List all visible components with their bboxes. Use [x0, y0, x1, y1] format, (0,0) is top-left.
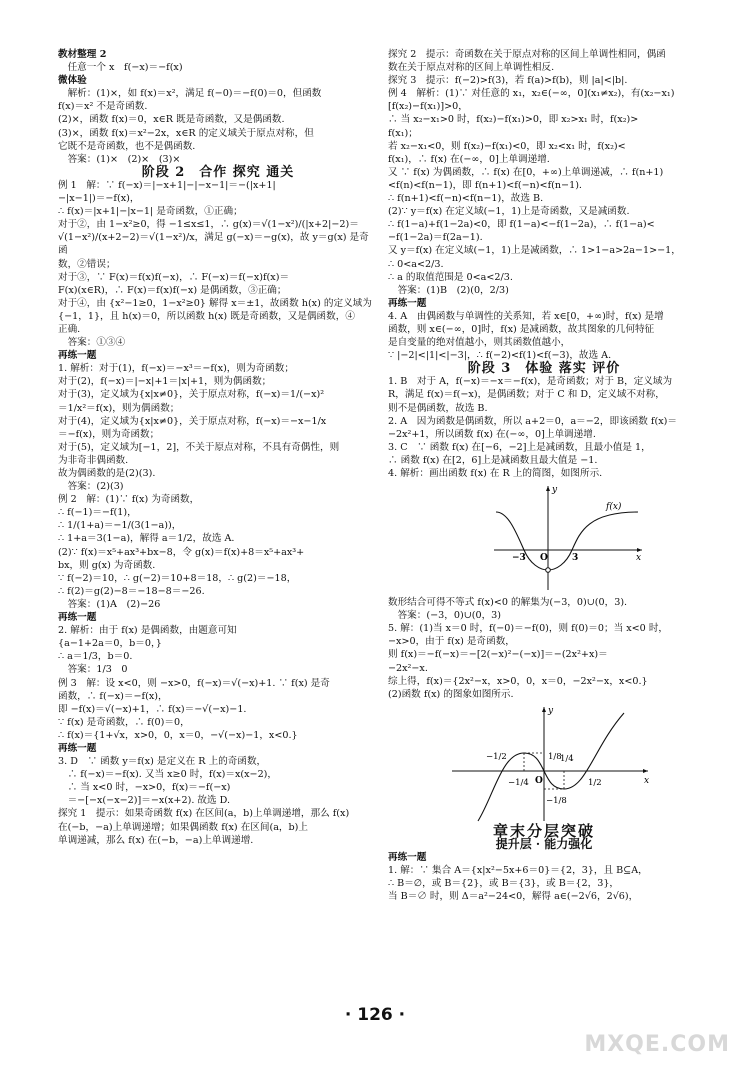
text-line: 例 3 解：设 x<0，则 −x>0，f(−x)＝√(−x)+1. ∵ f(x) 是奇 [58, 677, 330, 689]
left-column [58, 48, 378, 847]
text-line: ∴ f(x)＝{1+√x，x>0，0，x＝0，−√(−x)−1，x<0.} [58, 729, 298, 741]
text-line: 数在关于原点对称的区间上单调性相反. [388, 62, 555, 74]
text-line: √(1−x²)/(x+2−2)＝√(1−x²)/x，满足 g(−x)＝−g(x)，故 y＝g(x) 是奇函 [58, 232, 369, 257]
y-axis-arrow [546, 486, 550, 491]
text-line: 数形结合可得不等式 f(x)<0 的解集为(−3，0)∪(0，3). [388, 597, 628, 609]
text-line: (2)×，函数 f(x)＝0，x∈R 既是奇函数，又是偶函数. [58, 114, 285, 126]
text-line: ∵ f(x) 是奇函数，∴ f(0)＝0， [58, 716, 190, 728]
text-line: 4. 解析：画出函数 f(x) 在 R 上的简图，如图所示. [388, 468, 603, 479]
text-line: 再练一题 [58, 742, 97, 754]
text-line: 1. B 对于 A，f(−x)＝−x＝−f(x)，是奇函数；对于 B，定义域为 [388, 376, 673, 388]
text-line: 为非奇非偶函数. [58, 454, 129, 466]
figure-even-function-graph [388, 482, 700, 594]
sub-heading: 提升层 · 能力强化 [495, 836, 593, 851]
text-line: 综上得，f(x)＝{2x²−x，x>0，0，x＝0，−2x²−x，x<0.} [388, 675, 648, 687]
section-heading: 阶段 3 体验 落实 评价 [467, 361, 621, 377]
text-line: ＝−[−x(−x−2)]＝−x(x+2). 故选 D. [58, 795, 231, 807]
label-neg3: −3 [512, 553, 526, 564]
text-line: (2)∵ y＝f(x) 在定义域(−1，1)上是奇函数，又是减函数. [388, 206, 630, 218]
svg-text:1/2: 1/2 [588, 777, 602, 788]
text-line: ∴ f(n+1)<f(−n)<f(n−1)，故选 B. [388, 193, 544, 205]
text-line: ∴ f(2)＝g(2)−8＝−18−8＝−26. [58, 585, 205, 597]
figure-odd-function-graph [388, 703, 700, 823]
watermark: MXQE.COM [584, 1032, 730, 1057]
text-line: 函数，∴ f(−x)＝−f(x)， [58, 690, 168, 702]
text-line: ∴ 当 x<0 时，−x>0，f(x)＝−f(−x) [58, 782, 231, 794]
text-line: 任意一个 x f(−x)＝−f(x) [58, 62, 183, 74]
text-line: 答案：(2)(3) [58, 481, 124, 493]
label-origin: O [540, 553, 548, 564]
text-line: 在(−b，−a)上单调递增；如果偶函数 f(x) 在区间(a，b)上 [58, 821, 309, 833]
text-line: 又 ∵ f(x) 为偶函数，∴ f(x) 在[0，+∞)上单调递减，∴ f(n+1) [388, 166, 664, 178]
text-line: 即 −f(x)＝√(−x)+1，∴ f(x)＝−√(−x)−1. [58, 703, 247, 715]
text-line: bx，则 g(x) 为奇函数. [58, 559, 156, 571]
text-line: 答案：(1)B (2)(0，2/3) [388, 284, 509, 296]
text-line: 再练一题 [58, 350, 97, 362]
text-line: ∴ a＝1/3，b＝0. [58, 651, 133, 663]
label-fx: f(x) [606, 502, 622, 513]
chapter-heading: 章末分层突破 [492, 821, 595, 840]
text-line: ∴ 0<a<2/3. [388, 258, 444, 270]
text-line: ∴ 函数 f(x) 在[2，6]上是减函数且最大值是 −1. [388, 454, 598, 466]
text-line: ∴ 1/(1+a)＝−1/(3(1−a))， [58, 520, 182, 532]
text-line: 解析：(1)×，如 f(x)＝x²，满足 f(−0)＝−f(0)＝0，但函数 [58, 88, 322, 100]
right-column [388, 48, 700, 903]
text-line: 对于(5)，定义域为[−1，2]，不关于原点对称，不具有奇偶性，则 [58, 441, 340, 453]
text-line: f(x₁)，∴ f(x) 在(−∞，0]上单调递增. [388, 153, 550, 165]
text-line: 又 y＝f(x) 在定义域(−1，1)上是减函数，∴ 1>1−a>2a−1>−1， [388, 245, 681, 257]
text-line: 2. A 因为函数是偶函数，所以 a+2＝0，a＝−2，即该函数 f(x)＝ [388, 415, 677, 427]
text-line: −|x−1|)＝−f(x)， [58, 193, 140, 205]
text-line: ∴ 当 x₂−x₁>0 时，f(x₂)−f(x₁)>0，即 x₂>x₁ 时，f(x₂)> [388, 114, 639, 126]
text-line: 再练一题 [388, 297, 427, 309]
text-line: ∴ B＝∅，或 B＝{2}，或 B＝{3}，或 B＝{2，3}， [388, 878, 620, 890]
text-line: 对于(4)，定义域为{x|x≠0}，关于原点对称，f(−x)＝−x−1/x [58, 415, 327, 427]
text-line: −f(1−2a)＝f(2a−1). [388, 232, 483, 244]
text-line: 故为偶函数的是(2)(3). [58, 468, 156, 479]
text-line: 1. 解：∵ 集合 A＝{x|x²−5x+6＝0}＝{2，3}，且 B⊆A， [388, 865, 648, 877]
text-line: ＝−f(x)，则为奇函数； [58, 428, 160, 440]
text-line: 例 1 解：∵ f(−x)＝|−x+1|−|−x−1|＝−(|x+1| [58, 179, 276, 191]
text-line: 答案：(−3，0)∪(0，3) [388, 610, 502, 622]
text-line: 则不是偶函数，故选 B. [388, 402, 488, 414]
label-x: x [636, 553, 642, 564]
text-line: ∴ 1+a＝3(1−a)，解得 a＝1/2，故选 A. [58, 533, 235, 545]
svg-text:−1/2: −1/2 [486, 751, 507, 762]
text-line: f(x₁)； [388, 127, 418, 139]
text-line: <f(n)<f(n−1)，即 f(n+1)<f(−n)<f(n−1). [388, 179, 582, 191]
text-line: 5. 解：(1)当 x＝0 时，f(−0)＝−f(0)，则 f(0)＝0；当 x<0 时， [388, 623, 669, 635]
text-line: (3)×，函数 f(x)＝x²−2x，x∈R 的定义域关于原点对称，但 [58, 127, 314, 139]
text-line: [f(x₂)−f(x₁)]>0， [388, 101, 468, 113]
text-line: 对于(3)，定义域为{x|x≠0}，关于原点对称，f(−x)＝1/(−x)² [58, 389, 325, 401]
text-line: 则 f(x)＝−f(−x)＝−[2(−x)²−(−x)]＝−(2x²+x)＝ [388, 649, 608, 661]
text-line: ＝1/x²＝f(x)，则为偶函数； [58, 402, 180, 414]
section-heading: 阶段 2 合作 探究 通关 [141, 164, 295, 180]
text-line: (2)函数 f(x) 的图象如图所示. [388, 688, 514, 700]
text-line: 当 B＝∅ 时，则 Δ＝a²−24<0，解得 a∈(−2√6，2√6)， [388, 891, 639, 903]
text-line: ∵ |−2|<|1|<|−3|，∴ f(−2)<f(1)<f(−3)，故选 A. [388, 350, 612, 362]
text-line: 教材整理 2 [58, 49, 107, 60]
text-line: 对于②，由 1−x²≥0，得 −1≤x≤1，∴ g(x)＝√(1−x²)/(|x+2|−2)＝ [58, 219, 359, 231]
text-line: 再练一题 [388, 852, 427, 864]
text-line: ∴ f(x)＝|x+1|−|x−1| 是奇函数，①正确； [58, 206, 243, 218]
text-line: 探究 1 提示：如果奇函数 f(x) 在区间(a，b)上单调递增，那么 f(x) [58, 808, 350, 820]
svg-text:x: x [644, 775, 650, 786]
text-line: 1. 解析：对于(1)，f(−x)＝−x³＝−f(x)，则为奇函数； [58, 363, 294, 375]
label-y: y [552, 485, 558, 496]
text-line: 对于③，∵ F(x)＝f(x)f(−x)，∴ F(−x)＝f(−x)f(x)＝ [58, 271, 290, 283]
text-line: (2)∵ f(x)＝x⁵+ax³+bx−8，令 g(x)＝f(x)+8＝x⁵+ax³+ [58, 546, 305, 558]
text-line: 对于(2)，f(−x)＝|−x|+1＝|x|+1，则为偶函数； [58, 376, 272, 388]
text-line: 是自变量的绝对值越小，则其函数值越小， [388, 337, 571, 349]
text-line: 微体验 [58, 75, 87, 87]
text-line: f(x)＝x² 不是奇函数. [58, 101, 148, 113]
text-line: R，满足 f(x)＝f(−x)，是偶函数；对于 C 和 D，定义域不对称， [388, 389, 665, 401]
page-number: · 126 · [344, 1005, 406, 1025]
text-line: 3. D ∵ 函数 y＝f(x) 是定义在 R 上的奇函数， [58, 756, 267, 768]
svg-text:−1/4: −1/4 [508, 777, 529, 788]
text-line: 答案：(1)× (2)× (3)× [58, 153, 181, 165]
text-line: 答案：(1)A (2)−26 [58, 598, 161, 610]
text-line: {−1，1}，且 h(x)＝0，所以函数 h(x) 既是奇函数，又是偶函数，④ [58, 310, 355, 322]
text-line: ∴ f(−x)＝−f(x). 又当 x≥0 时，f(x)＝x(x−2)， [58, 769, 278, 781]
text-line: 正确. [58, 323, 81, 335]
text-line: 单调递减，那么 f(x) 在(−b，−a)上单调递增. [58, 834, 254, 846]
label-pos3: 3 [572, 553, 579, 564]
text-line: 探究 2 提示：奇函数在关于原点对称的区间上单调性相同，偶函 [388, 49, 666, 60]
text-line: −2x²−x. [388, 662, 428, 674]
text-line: 4. A 由偶函数与单调性的关系知，若 x∈[0，+∞)时，f(x) 是增 [388, 310, 664, 322]
text-line: ∴ a 的取值范围是 0<a<2/3. [388, 271, 513, 283]
text-line: 对于④，由 {x²−1≥0，1−x²≥0} 解得 x＝±1，故函数 h(x) 的定义域为 [58, 297, 372, 309]
text-line: −x>0，由于 f(x) 是奇函数， [388, 636, 515, 648]
svg-text:1/8: 1/8 [548, 751, 562, 762]
text-line: 答案：①③④ [58, 337, 126, 349]
text-line: 2. 解析：由于 f(x) 是偶函数，由题意可知 [58, 625, 237, 637]
text-line: ∴ f(1−a)+f(1−2a)<0，即 f(1−a)<−f(1−2a)，∴ f(1−a)< [388, 219, 655, 231]
text-line: 例 2 解：(1)∵ f(x) 为奇函数， [58, 494, 200, 506]
text-line: 3. C ∵ 函数 f(x) 在[−6，−2]上是减函数，且最小值是 1， [388, 441, 651, 453]
text-line: 它既不是奇函数，也不是偶函数. [58, 140, 196, 152]
text-line: ∴ f(−1)＝−f(1)， [58, 507, 137, 519]
text-line: 探究 3 提示：f(−2)>f(3)，若 f(a)>f(b)，则 |a|<|b|. [388, 75, 628, 87]
text-line: 数，②错误； [58, 258, 116, 270]
open-point [546, 568, 551, 573]
text-line: 若 x₂−x₁<0，则 f(x₂)−f(x₁)<0，即 x₂<x₁ 时，f(x₂)< [388, 140, 626, 152]
text-line: −2x²+1，所以函数 f(x) 在(−∞，0]上单调递增. [388, 428, 596, 440]
text-line: {a−1+2a＝0，b＝0，} [58, 638, 162, 650]
text-line: 答案：1/3 0 [58, 664, 128, 676]
svg-text:1/4: 1/4 [560, 753, 574, 764]
text-line: 再练一题 [58, 612, 97, 624]
text-line: ∵ f(−2)＝10，∴ g(−2)＝10+8＝18，∴ g(2)＝−18， [58, 572, 297, 584]
svg-text:y: y [548, 705, 554, 716]
x-axis-arrow [637, 548, 642, 552]
text-line: 例 4 解析：(1)∵ 对任意的 x₁，x₂∈(−∞，0](x₁≠x₂)，有(x₂−x₁) [388, 88, 675, 100]
text-line: 函数，则 x∈(−∞，0]时，f(x) 是减函数，故其图象的几何特征 [388, 323, 655, 335]
svg-text:−1/8: −1/8 [546, 795, 567, 806]
text-line: F(x)(x∈R)，∴ F(x)＝f(x)f(−x) 是偶函数，③正确； [58, 284, 287, 296]
svg-text:O: O [535, 775, 543, 786]
